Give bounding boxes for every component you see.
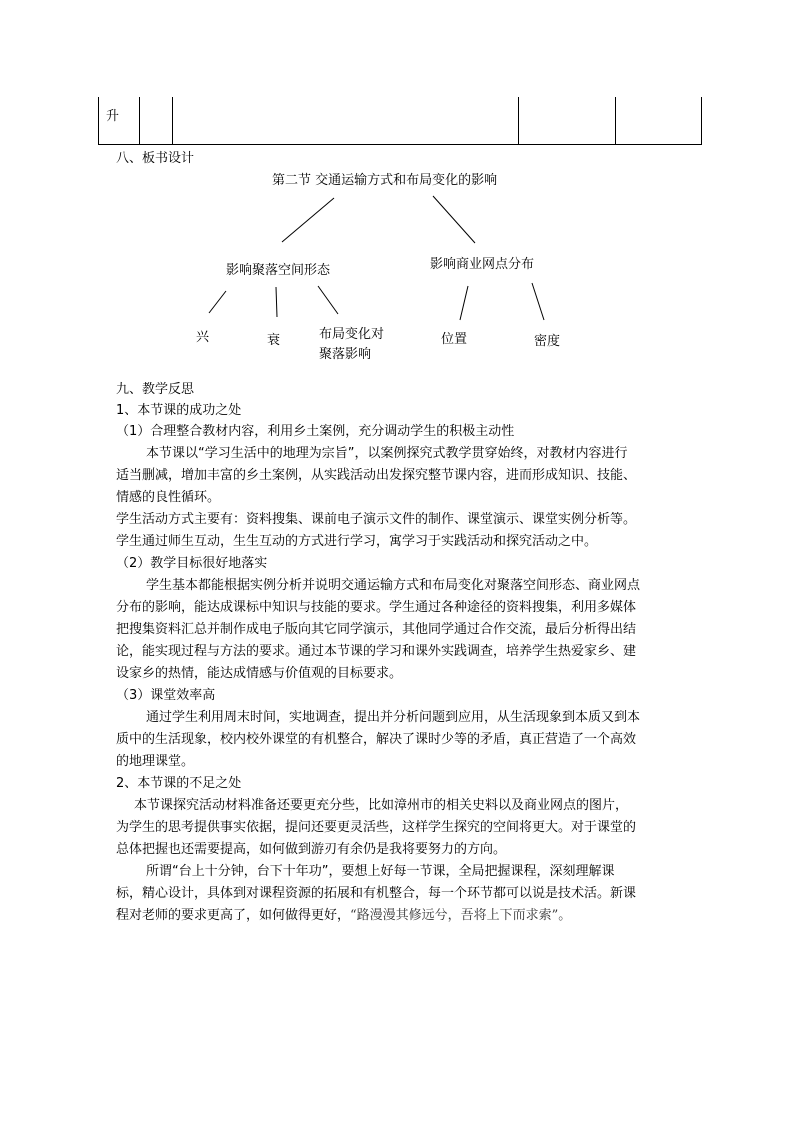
closing-para-line: 所谓“台上十分钟，台下十年功”，要想上好每一节课，全局把握课程，深刻理解课 (146, 864, 615, 879)
diagram-title: 第二节 交通运输方式和布局变化的影响 (272, 173, 498, 188)
subsection-shortcomings: 2、本节课的不足之处 (116, 776, 242, 791)
shortcomings-para-line: 本节课探究活动材料准备还要更充分些，比如漳州市的相关史料以及商业网点的图片， (134, 798, 629, 813)
connector-left-xing (209, 291, 226, 313)
connector-title-left (282, 198, 334, 242)
section-8-heading: 八、板书设计 (116, 151, 195, 166)
diagram-right-branch: 影响商业网点分布 (430, 257, 535, 272)
item-1-para-line: 本节课以“学习生活中的地理为宗旨”，以案例探究式教学贯穿始终，对教材内容进行 (146, 446, 628, 461)
connector-title-right (433, 196, 475, 243)
item-1-para-line: 学生通过师生互动，生生互动的方式进行学习，寓学习于实践活动和探究活动之中。 (116, 534, 598, 549)
closing-quote: “路漫漫其修远兮，吾将上下而求索”。 (350, 908, 572, 923)
item-2-para-line: 学生基本都能根据实例分析并说明交通运输方式和布局变化对聚落空间形态、商业网点 (146, 578, 641, 593)
item-3-para-line: 质中的生活现象，校内校外课堂的有机整合，解决了课时少等的矛盾，真正营造了一个高效 (116, 732, 637, 747)
section-9-heading: 九、教学反思 (116, 382, 195, 397)
connector-left-shuai (276, 287, 277, 317)
item-1-para-line: 适当删减，增加丰富的乡土案例，从实践活动出发探究整节课内容，进而形成知识、技能、 (116, 468, 637, 483)
item-2-para-line: 分布的影响，能达成课标中知识与技能的要求。学生通过各种途径的资料搜集，利用多媒体 (116, 600, 637, 615)
item-1-para-line: 情感的良性循环。 (116, 490, 221, 505)
shortcomings-para-line: 为学生的思考提供事实依据，提问还要更灵活些，这样学生探究的空间将更大。对于课堂的 (116, 820, 637, 835)
diagram-left-branch: 影响聚落空间形态 (226, 263, 331, 278)
diagram-connectors (0, 0, 794, 400)
item-2-para-line: 论，能实现过程与方法的要求。通过本节课的学习和课外实践调查，培养学生热爱家乡、建 (116, 644, 637, 659)
diagram-leaf-layout-line2: 聚落影响 (319, 347, 372, 362)
subsection-success: 1、本节课的成功之处 (116, 403, 242, 418)
item-1-title: （1）合理整合教材内容，利用乡土案例，充分调动学生的积极主动性 (116, 424, 515, 439)
diagram-leaf-shuai: 衰 (267, 333, 281, 348)
item-2-para-line: 把搜集资料汇总并制作成电子版向其它同学演示，其他同学通过合作交流，最后分析得出结 (116, 622, 637, 637)
item-3-title: （3）课堂效率高 (116, 688, 216, 703)
connector-right-position (460, 286, 468, 320)
connector-right-density (532, 283, 544, 320)
diagram-leaf-position: 位置 (441, 332, 468, 347)
item-2-para-line: 设家乡的热情，能达成情感与价值观的目标要求。 (116, 666, 403, 681)
closing-para-line: 标，精心设计，具体到对课程资源的拓展和有机整合，每一个环节都可以说是技术活。新课 (116, 886, 637, 901)
diagram-leaf-xing: 兴 (196, 330, 210, 345)
closing-para-line (116, 907, 571, 925)
item-3-para-line: 通过学生利用周末时间，实地调查，提出并分析问题到应用，从生活现象到本质又到本 (146, 710, 641, 725)
item-2-title: （2）教学目标很好地落实 (116, 556, 268, 571)
connector-left-layout (318, 286, 338, 314)
item-1-para-line: 学生活动方式主要有：资料搜集、课前电子演示文件的制作、课堂演示、课堂实例分析等。 (116, 512, 637, 527)
closing-text: 程对老师的要求更高了，如何做得更好， (116, 908, 351, 923)
table-cell-text: 升 (106, 109, 120, 124)
diagram-leaf-layout-line1: 布局变化对 (319, 327, 385, 342)
item-3-para-line: 的地理课堂。 (116, 754, 195, 769)
diagram-leaf-density: 密度 (534, 334, 561, 349)
shortcomings-para-line: 总体把握也还需要提高，如何做到游刃有余仍是我将要努力的方向。 (116, 842, 507, 857)
